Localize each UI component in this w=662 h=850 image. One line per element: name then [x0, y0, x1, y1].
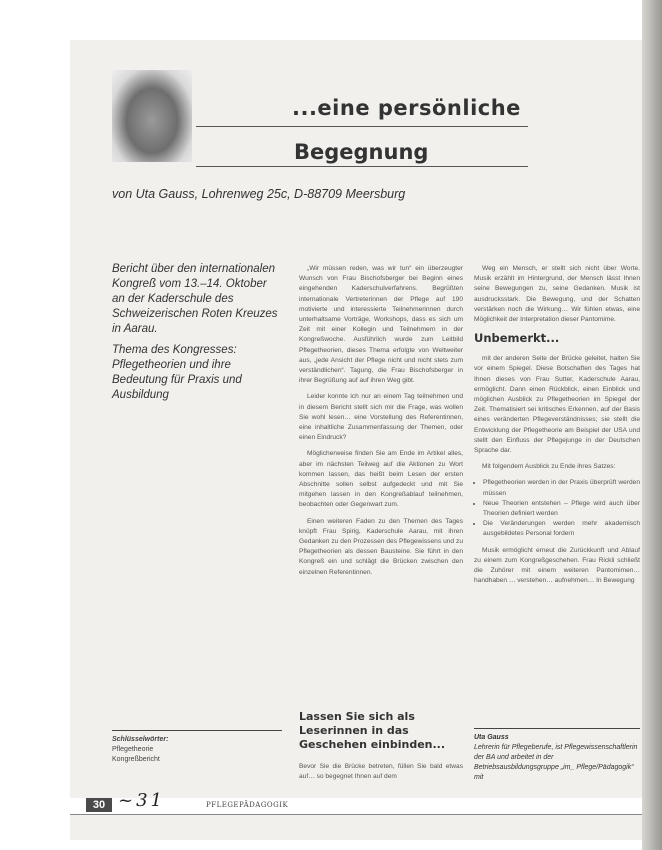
- column-3-paragraph-3: Mit folgendem Ausblick zu Ende ihres Satzes:: [482, 463, 616, 471]
- subheading-lassen: Lassen Sie sich als Leserinnen in das Geschehen einbinden...: [299, 710, 446, 751]
- article-title-line2: Begegnung: [294, 140, 429, 164]
- keywords-box: [112, 730, 282, 765]
- column-2-paragraph-4: Einen weiteren Faden zu den Themen des Tages knüpft Frau Spirig, Kaderschule Aarau, mit ihren Gedanken zu den Prozessen des Pflegewissens und zu Pflegetheorien als dessen Bausteine. Sie führt in den Kongreß ein und schlägt die Brücken zwischen den einzelnen Referentinnen.: [299, 517, 463, 576]
- journal-name: PFLEGEPÄDAGOGIK: [206, 801, 289, 809]
- column-3: [474, 264, 640, 592]
- article-title-line1: ...eine persönliche: [292, 96, 521, 120]
- column-2-paragraph-2: Leider konnte ich nur an einem Tag teilnehmen und in diesem Bericht stellt sich mir die Frage, was wollen Sie wohl lesen… eine Vorstellung des Referentinnen, eine inhaltliche Zusammenfassung der Themen, oder einen Eindruck?: [299, 393, 463, 442]
- subheading-unbemerkt: Unbemerkt...: [474, 331, 560, 346]
- bullet-item: • Neue Theorien entstehen – Pflege wird auch über Theorien definiert werden: [483, 499, 640, 519]
- handwritten-page-note: ~31: [118, 790, 165, 811]
- page-number: 30: [86, 798, 112, 812]
- author-photo: [112, 70, 192, 162]
- column-2-bottom-paragraph: Bevor Sie die Brücke betreten, füllen Sie bald etwas auf… so begegnet Ihnen auf dem: [299, 763, 463, 781]
- author-name: Uta Gauss: [474, 734, 509, 741]
- title-rule-top: [196, 126, 528, 127]
- keyword: Kongreßbericht: [112, 756, 160, 763]
- column-2-paragraph-1: „Wir müssen reden, was wir tun“ ein überzeugter Wunsch von Frau Bischofsberger bei Beginn eines eingehenden Kaderschulverfahrens. Begrüßten internationale Vertreterinnen der Pflege auf 190 motivierte und interessierte Teilnehmerinnen durch unterhaltsame Vorträge, Workshops, dass es sich um Zeit mit einer Kollegin und Teilnehmern in der Kongreßwoche. Ausführlich wurde zum Leitbild Pflegetheorien, dieses Thema erfolgte von Weltweiter aus, „jede Ansicht der Pflege nicht und nicht stets zum verständlichen“. Tagung, die Frau Bischofsberger in ihrer Begrüßung auf auf ihren Weg gibt.: [299, 265, 463, 385]
- byline: von Uta Gauss, Lohrenweg 25c, D-88709 Meersburg: [112, 187, 406, 201]
- author-description: Lehrerin für Pflegeberufe, ist Pflegewissenschaftlerin der BA und arbeitet in der Betriebsausbildungsgruppe „im_ Pflege/Pädagogik“ mit: [474, 744, 638, 781]
- lead-paragraph-1: Bericht über den internationalen Kongreß vom 13.–14. Oktober an der Kaderschule des Schweizerischen Roten Kreuzes in Aarau.: [112, 263, 278, 335]
- lead-text: [112, 262, 282, 409]
- column-3-paragraph-1: Weg ein Mensch, er stellt sich nicht über Worte. Musik erzählt im Hintergrund, der Mensch lässt Ihnen seine Bewegungen zu, seine Gedanken. Musik ist ausdrucksstark. Die Bewegung, und der Schatten verstärken noch die Wirkung… Wir fühlen etwas, eine Möglichkeit der Interpretation dieser Pantomime.: [474, 265, 640, 324]
- bullet-list: [474, 478, 640, 539]
- column-3-paragraph-4: Musik ermöglicht erneut die Zurückkunft und Ablauf zu einem zum Kongreßgeschehen. Frau Rickli schließt die Zuhörer mit einem weiteren Pantomimen… handhaben … verstehen… aufnehmen… In Bewegung: [474, 546, 640, 585]
- column-2: [299, 264, 463, 584]
- page-edge-shadow: [642, 0, 662, 850]
- column-2-bottom: [299, 762, 463, 782]
- bullet-item: • Pflegetheorien werden in der Praxis überprüft werden müssen: [483, 478, 640, 498]
- lead-paragraph-2: Thema des Kongresses: Pflegetheorien und ihre Bedeutung für Praxis und Ausbildung: [112, 344, 242, 401]
- keywords-heading: Schlüsselwörter:: [112, 736, 169, 743]
- title-rule-bottom: [196, 166, 528, 167]
- column-3-paragraph-2: mit der anderen Seite der Brücke geleitet, halten Sie vor einem Spiegel. Diese Botschaften des Tages hat Ihnen dieses von Frau Sutter, Kaderschule Aarau, ermöglicht. Dann einen Rückblick, einen Einblick und möglichen Ausblick zu Pflegetheorien im Spiegel der Zeit. Thematisiert sei kritisches Erkennen, auf der Basis eines veränderten Pflegeverständnisses; sie stellt die Entwicklung der Pflegetheorie am Beispiel der USA und stellt den Einfluss der Pflegejunge in der Deutschen Sprache dar.: [474, 355, 640, 455]
- keyword: Pflegetheorie: [112, 746, 154, 753]
- bullet-item: • Die Veränderungen werden mehr akademisch ausgebildetes Personal fordern: [483, 519, 640, 539]
- footer-rule: [70, 814, 642, 815]
- author-box: [474, 728, 640, 783]
- column-2-paragraph-3: Möglicherweise finden Sie am Ende im Artikel alles, aber im nächsten Teilweg auf die Aktionen zu Wort kommen lassen, das heißt beim Lesen der ersten Abschnitte sollen selbst aufgedeckt und mit Sie mitgehen lassen in den Kongreßablauf teilnehmen, beobachten oder Gegenwart zum.: [299, 450, 463, 509]
